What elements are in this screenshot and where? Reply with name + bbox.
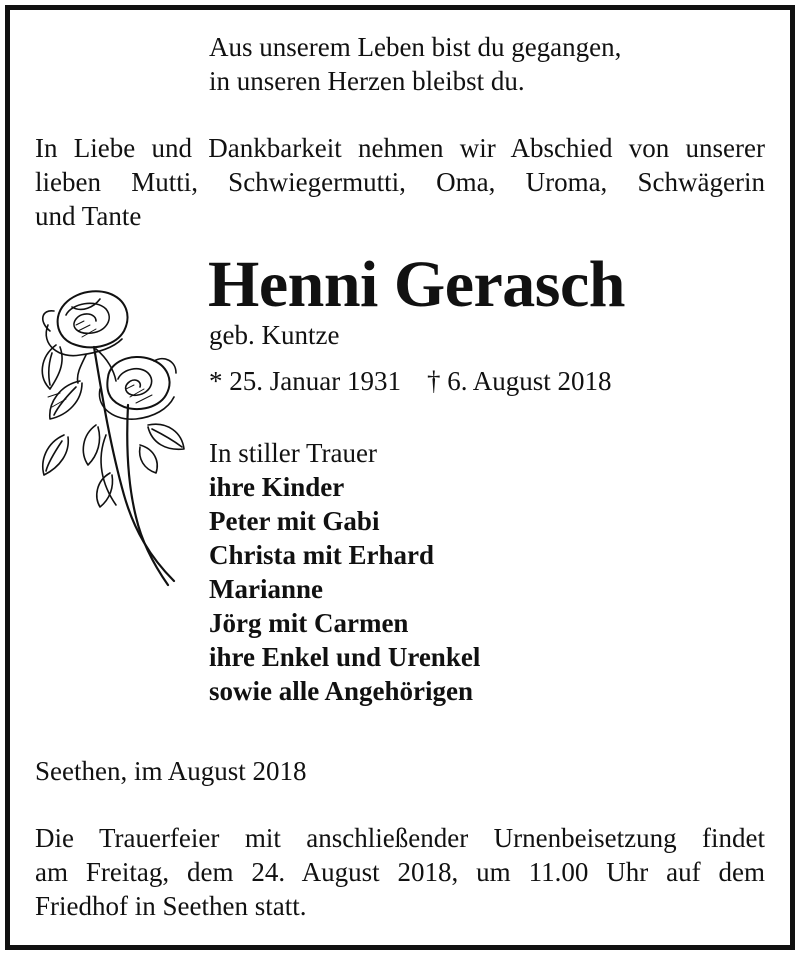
mourner-entry: Jörg mit Carmen	[209, 608, 409, 638]
deceased-name: Henni Gerasch	[208, 248, 625, 321]
place-date: Seethen, im August 2018	[35, 756, 307, 786]
mourner-entry: Peter mit Gabi	[209, 506, 380, 536]
intro-text	[35, 131, 765, 233]
mourner-entry: Christa mit Erhard	[209, 540, 434, 570]
motto-line: Aus unserem Leben bist du gegangen,	[209, 32, 622, 62]
rose-icon	[36, 285, 186, 590]
motto	[209, 30, 621, 98]
intro-line: lieben Mutti, Schwiegermutti, Oma, Uroma, Schwägerin	[35, 167, 765, 197]
mourner-entry: ihre Enkel und Urenkel	[209, 642, 481, 672]
service-line: am Freitag, dem 24. August 2018, um 11.00 Uhr auf dem	[35, 857, 765, 887]
life-dates	[209, 364, 612, 398]
service-line: Die Trauerfeier mit anschließender Urnenbeisetzung findet	[35, 823, 765, 853]
intro-line: und Tante	[35, 201, 142, 231]
service-line: Friedhof in Seethen statt.	[35, 891, 307, 921]
service-notice	[35, 821, 765, 923]
mourners-heading: In stiller Trauer	[209, 438, 377, 468]
motto-line: in unseren Herzen bleibst du.	[209, 66, 525, 96]
mourner-entry: Marianne	[209, 574, 323, 604]
mourner-entry: sowie alle Angehörigen	[209, 676, 473, 706]
death-date: † 6. August 2018	[426, 366, 612, 396]
maiden-name: geb. Kuntze	[209, 320, 340, 350]
mourner-entry: ihre Kinder	[209, 472, 345, 502]
mourners-block	[209, 436, 480, 708]
intro-line: In Liebe und Dankbarkeit nehmen wir Abschied von unserer	[35, 133, 765, 163]
birth-date: * 25. Januar 1931	[209, 366, 401, 396]
